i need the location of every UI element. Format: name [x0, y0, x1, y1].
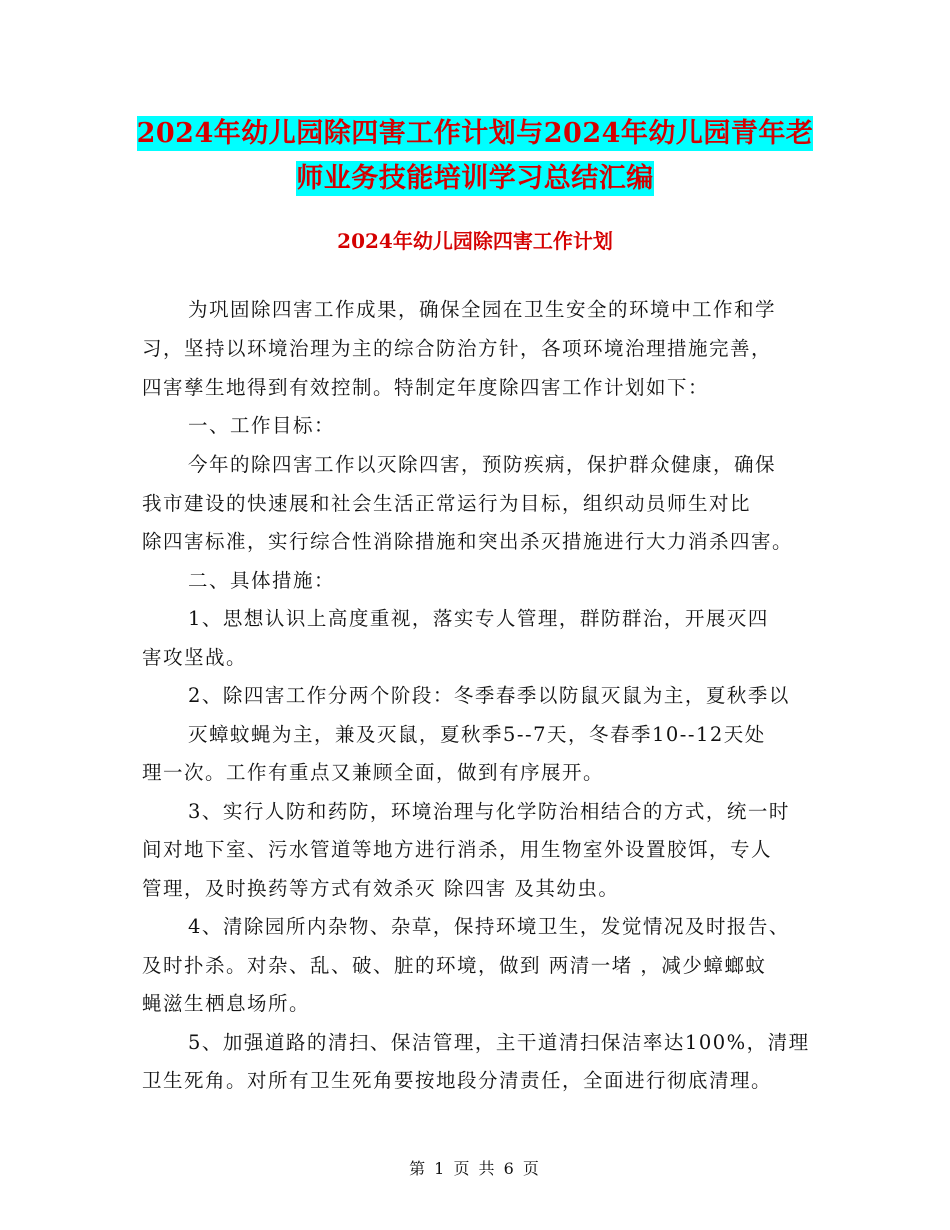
paragraph-line: 及时扑杀。对杂、乱、破、脏的环境，做到 两清一堵 ，减少蟑螂蚊 — [142, 954, 767, 977]
paragraph-line: 2、除四害工作分两个阶段：冬季春季以防鼠灭鼠为主，夏秋季以 — [188, 684, 790, 707]
paragraph-line: 4、清除园所内杂物、杂草，保持环境卫生，发觉情况及时报告、 — [188, 915, 790, 938]
paragraph-line: 灭蟑蚊蝇为主，兼及灭鼠，夏秋季5--7天，冬春季10--12天处 — [188, 723, 766, 746]
paragraph-line: 害攻坚战。 — [142, 646, 248, 669]
paragraph-line: 5、加强道路的清扫、保洁管理，主干道清扫保洁率达100%，清理 — [188, 1031, 810, 1054]
paragraph-line: 习，坚持以环境治理为主的综合防治方针，各项环境治理措施完善， — [142, 337, 773, 360]
paragraph-line: 管理，及时换药等方式有效杀灭 除四害 及其幼虫。 — [142, 877, 620, 900]
paragraph-line: 今年的除四害工作以灭除四害，预防疾病，保护群众健康，确保 — [188, 453, 777, 476]
section-heading: 二、具体措施： — [188, 569, 336, 592]
section-heading: 一、工作目标： — [188, 414, 336, 437]
paragraph-line: 间对地下室、污水管道等地方进行消杀，用生物室外设置胶饵，专人 — [142, 838, 773, 861]
paragraph-line: 卫生死角。对所有卫生死角要按地段分清责任，全面进行彻底清理。 — [142, 1069, 773, 1092]
document-title-line-2: 师业务技能培训学习总结汇编 — [296, 163, 654, 194]
paragraph-line: 3、实行人防和药防，环境治理与化学防治相结合的方式，统一时 — [188, 800, 790, 823]
paragraph-line: 理一次。工作有重点又兼顾全面，做到有序展开。 — [142, 761, 605, 784]
paragraph-line: 我市建设的快速展和社会生活正常运行为目标，组织动员师生对比 — [142, 492, 752, 515]
paragraph-line: 四害孳生地得到有效控制。特制定年度除四害工作计划如下： — [142, 376, 710, 399]
paragraph-line: 蝇滋生栖息场所。 — [142, 992, 311, 1015]
document-title-line-1: 2024年幼儿园除四害工作计划与2024年幼儿园青年老 — [136, 118, 814, 149]
paragraph-line: 1、思想认识上高度重视，落实专人管理，群防群治，开展灭四 — [188, 607, 769, 630]
paragraph-line: 为巩固除四害工作成果，确保全园在卫生安全的环境中工作和学 — [188, 298, 777, 321]
paragraph-line: 除四害标准，实行综合性消除措施和突出杀灭措施进行大力消杀四害。 — [142, 530, 794, 553]
page-number-footer: 第 1 页 共 6 页 — [409, 1159, 541, 1178]
section-title: 2024年幼儿园除四害工作计划 — [337, 229, 613, 253]
